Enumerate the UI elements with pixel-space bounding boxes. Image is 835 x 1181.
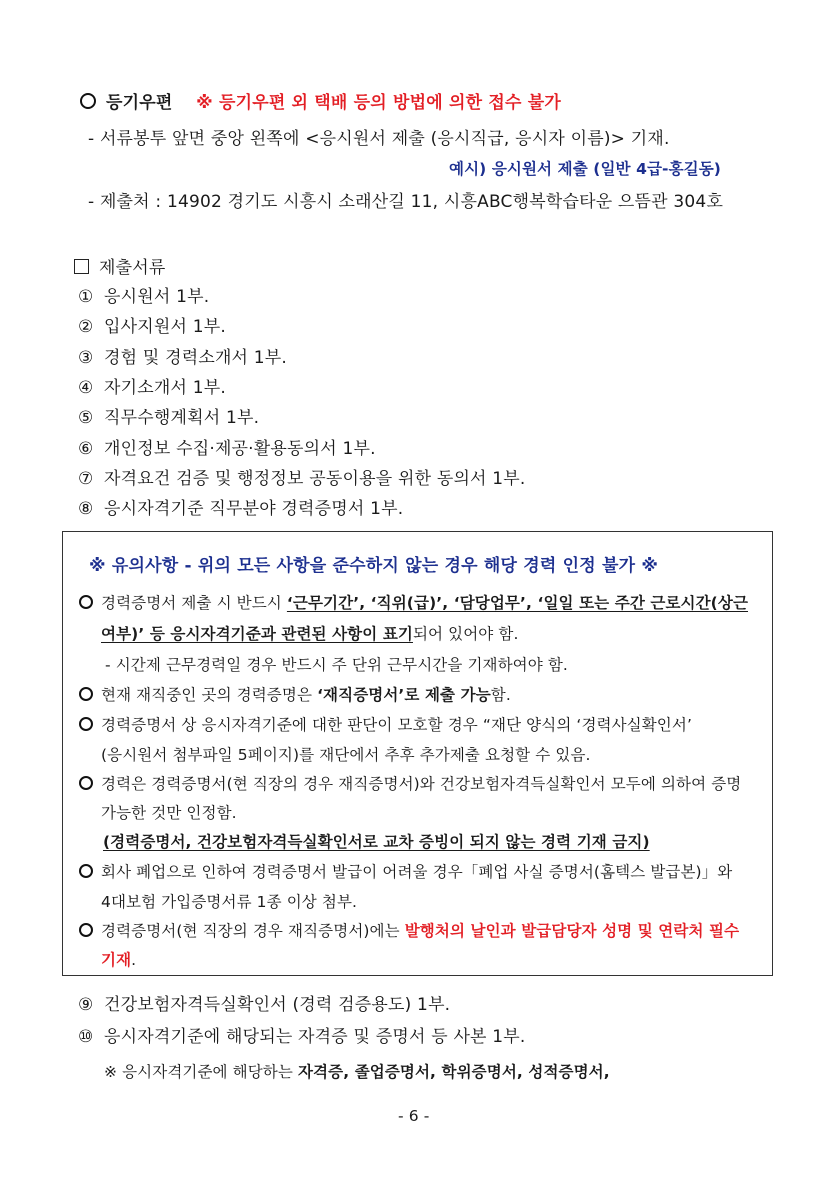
doc-item-text: 자격요건 검증 및 행정정보 공동이용을 위한 동의서 1부. (104, 468, 526, 489)
doc-item-text: 건강보험자격득실확인서 (경력 검증용도) 1부. (104, 995, 451, 1015)
notice-item-1-line2: 여부)’ 등 응시자격기준과 관련된 사항이 표기되어 있어야 함. (101, 625, 519, 643)
doc-item-text: 직무수행계획서 1부. (104, 408, 260, 429)
circle-bullet-icon (80, 93, 96, 109)
notice-item-4-line2: 가능한 것만 인정함. (101, 804, 237, 822)
mail-envelope-line: - 서류봉투 앞면 중앙 왼쪽에 <응시원서 제출 (응시직급, 응시자 이름)> 기재. (88, 129, 670, 149)
notice-required-fields: ‘근무기간’, ‘직위(급)’, ‘담당업무’, ‘일일 또는 주간 근로시간(상근 (286, 594, 749, 612)
doc-item-text: 개인정보 수집·제공·활용동의서 1부. (104, 438, 376, 459)
notice-item-2: 현재 재직중인 곳의 경력증명은 ‘재직증명서’로 제출 가능함. (79, 683, 511, 705)
doc-item-text: 응시원서 1부. (104, 287, 210, 307)
page-number: - 6 - (398, 1107, 430, 1125)
notice-item-1-line1: 경력증명서 제출 시 반드시 ‘근무기간’, ‘직위(급)’, ‘담당업무’, ‘일일 또는 주간 근로시간(상근 (79, 591, 748, 613)
doc-item-text: 응시자격기준에 해당되는 자격증 및 증명서 등 사본 1부. (104, 1027, 526, 1047)
notice-item-3-line2: (응시원서 첨부파일 5페이지)를 재단에서 추후 추가제출 요청할 수 있음. (101, 746, 591, 764)
doc-item (78, 343, 287, 368)
checkbox-square-icon (74, 259, 89, 274)
notice-item-6-line1: 경력증명서(현 직장의 경우 재직증명서)에는 발행처의 날인과 발급담당자 성명 및 연락처 필수 (79, 919, 739, 941)
doc-item-number: ⑨ (78, 995, 94, 1015)
notice-item-6-line2: 기재. (101, 951, 137, 969)
doc-item (78, 434, 376, 459)
doc-item (78, 312, 226, 337)
circle-bullet-icon (79, 864, 93, 878)
circle-bullet-icon (79, 923, 93, 937)
circle-bullet-icon (79, 687, 93, 701)
doc-item-number: ③ (78, 347, 94, 368)
notice-item-4-line1: 경력은 경력증명서(현 직장의 경우 재직증명서)와 건강보험자격득실확인서 모두에 의하여 증명 (79, 772, 741, 794)
doc-item-text: 응시자격기준 직무분야 경력증명서 1부. (104, 499, 404, 520)
doc-item-number: ① (78, 287, 94, 307)
mail-heading (80, 88, 561, 113)
doc-item-text: 입사지원서 1부. (104, 317, 226, 338)
mail-warning: ※ 등기우편 외 택배 등의 방법에 의한 접수 불가 (196, 93, 561, 113)
doc-item (78, 282, 209, 307)
doc-item (78, 990, 450, 1015)
doc-item-number: ⑦ (78, 468, 94, 489)
circle-bullet-icon (79, 595, 93, 609)
notice-item-5-line2: 4대보험 가입증명서류 1종 이상 첨부. (101, 893, 358, 911)
doc-item (78, 373, 226, 398)
circle-bullet-icon (79, 717, 93, 731)
notice-item-1-sub: - 시간제 근무경력일 경우 반드시 주 단위 근무시간을 기재하여야 함. (105, 656, 568, 674)
notice-title: ※ 유의사항 - 위의 모든 사항을 준수하지 않는 경우 해당 경력 인정 불가 ※ (89, 556, 659, 576)
doc-item-number: ⑧ (78, 499, 94, 520)
doc-item-number: ⑩ (78, 1027, 94, 1047)
circle-bullet-icon (79, 776, 93, 790)
notice-item-5-line1: 회사 폐업으로 인하여 경력증명서 발급이 어려울 경우「폐업 사실 증명서(홈텍스 발급본)」와 (79, 860, 732, 882)
notice-item-4-line3: (경력증명서, 건강보험자격득실확인서로 교차 증빙이 되지 않는 경력 기재 금지) (103, 833, 650, 851)
doc-item-number: ⑤ (78, 408, 94, 429)
doc-item-number: ④ (78, 377, 94, 398)
mail-address: - 제출처 : 14902 경기도 시흥시 소래산길 11, 시흥ABC행복학습타운 으뜸관 304호 (88, 192, 724, 212)
doc-item (78, 1022, 526, 1047)
doc-item-number: ② (78, 317, 94, 338)
mail-title: 등기우편 (106, 93, 173, 113)
doc-item (78, 464, 526, 489)
mail-example: 예시) 응시원서 제출 (일반 4급-홍길동) (449, 160, 721, 178)
doc-item (78, 403, 259, 428)
doc-item-text: 자기소개서 1부. (104, 377, 226, 398)
doc-item-text: 경험 및 경력소개서 1부. (104, 347, 288, 368)
doc-item (78, 494, 403, 519)
doc-item-number: ⑥ (78, 438, 94, 459)
docs-note: ※ 응시자격기준에 해당하는 자격증, 졸업증명서, 학위증명서, 성적증명서, (104, 1063, 610, 1081)
docs-heading: 제출서류 (74, 253, 166, 278)
notice-item-3-line1: 경력증명서 상 응시자격기준에 대한 판단이 모호할 경우 “재단 양식의 ‘경력사실확인서’ (79, 713, 692, 735)
